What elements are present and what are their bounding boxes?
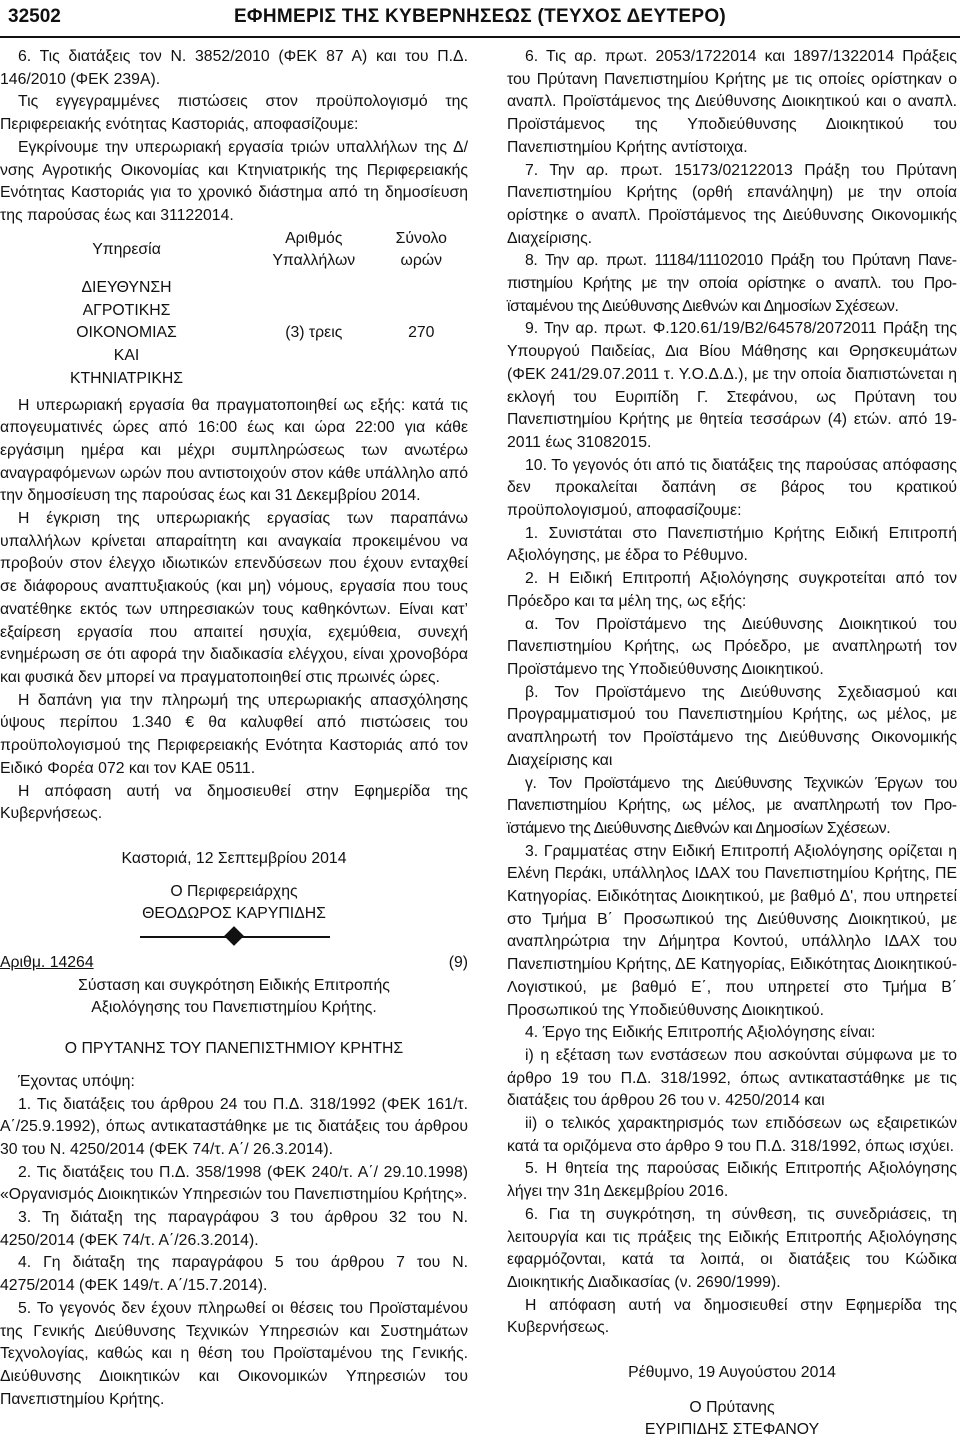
signer-name: ΘΕΟΔΩΡΟΣ ΚΑΡΥΠΙΔΗΣ [142, 905, 326, 923]
consideration-item: 3. Τη διάταξη της παραγράφου 3 του άρθρου 32 του Ν. 4250/2014 (ΦΕΚ 74/τ. Α΄/26.3.2014). [0, 1209, 468, 1249]
place-date: Καστοριά, 12 Σεπτεμβρίου 2014 [121, 849, 347, 867]
decision-subitem: i) η εξέταση των ενστάσεων που ασκούνται σύμφωνα με το άρθρο 19 του Π.Δ. 318/1992, όπως αντικαταστάθηκε με τις διατάξεις του άρθρου 26 του ν. 4250/2014 και [507, 1046, 957, 1110]
consideration-item: 6. Τις αρ. πρωτ. 2053/1722014 και 1897/1322014 Πράξεις του Πρύτανη Πανεπιστημίου Κρήτης με τις οποίες ορίστηκαν ο αναπλ. Προϊστάμενος της Διεύθυνσης Διοικητικού και ο αναπλ. Προϊστάμενος της Υποδιεύθυνσης Διοικητικού του Πανεπιστημίου Κρήτης αντίστοιχα. [507, 48, 957, 156]
cell-hours: 270 [408, 324, 435, 342]
decision-subitem: β. Τον Προϊστάμενο της Διεύθυνσης Σχεδιασμού και Προγραμματισμού του Πανεπιστημίου Κρήτης, ως μέλος, με αναπληρωτή τον Προϊστάμενο της Διεύθυνσης Οικονομικής Διαχείρισης και [507, 683, 957, 769]
paragraph: Η απόφαση αυτή να δημοσιευθεί στην Εφημερίδα της Κυβερνήσεως. [0, 782, 468, 823]
table-row [0, 277, 468, 391]
col-header-employees: Αριθμός Υπαλλήλων [272, 229, 356, 270]
signer-title: Ο Πρύτανης [689, 1398, 775, 1416]
issuing-authority: Ο ΠΡΥΤΑΝΗΣ ΤΟΥ ΠΑΝΕΠΙΣΤΗΜΙΟΥ ΚΡΗΤΗΣ [64, 1040, 404, 1058]
consideration-item: 5. Το γεγονός δεν έχουν πληρωθεί οι θέσεις του Προϊσταμένου της Γενικής Διεύθυνσης Τεχνικών Υπηρεσιών και Συστημάτων Τεχνολογίας, καθώς και η θέση του Προϊσταμένου της Γενικής. Διεύθυνσης Διοικητικών και Οικονομικών Υπηρεσιών του Πανεπιστημίου Κρήτης. [0, 1299, 468, 1408]
section-separator [0, 926, 468, 948]
decision-item: 6. Για τη συγκρότηση, τη σύνθεση, τις συνεδριάσεις, τη λειτουργία και τις πράξεις της Ειδικής Επιτροπής Αξιολόγησης εφαρμόζονται, κατά τα λοιπά, οι διατάξεις του Κώδικα Διοικητικής Διαδικασίας (ν. 2690/1999). [507, 1205, 957, 1291]
table-header-row [0, 228, 468, 277]
decision-number: Αριθμ. 14264 [0, 954, 94, 972]
considering-heading: Έχοντας υπόψη: [18, 1072, 135, 1090]
decision-subitem: α. Τον Προϊστάμενο της Διεύθυνσης Διοικητικού του Πανεπιστημίου Κρήτης, ως Πρόεδρο, με αναπληρωτή τον Προϊστάμενο της Υποδιεύθυνσης Διοικητικού. [507, 615, 957, 678]
paragraph: Η έγκριση της υπερωριακής εργασίας των παραπάνω υπαλλήλων κρίνεται απαραίτητη και αναγκαία προκειμένου να προβούν στον έλεγχο ιδιωτικών επενδύσεων που έχουν ενταχθεί σε διάφορους αναπτυξιακούς (και μη) νόμους, εργασία που τους ανατέθηκε εκτός των υπηρεσιακών τους καθηκόντων. Είναι κατ’ εξαίρεση εργασία που απαιτεί ησυχία, εχεμύθεια, συνεχή ενημέρωση σε ότι αφορά την διαδικασία ελέγχου, είναι χρονοβόρα και φυσικά δεν μπορεί να πραγματοποιηθεί στις πρωινές ώρες. [0, 510, 468, 686]
decision-sequence: (9) [448, 954, 468, 972]
consideration-item: 8. Την αρ. πρωτ. 11184/11102010 Πράξη του Πρύτανη Πανεπιστημίου Κρήτης με την οποία ορίστηκε ο αναπλ. του Προϊσταμένου της Διεύθυνσης Διεθνών και Δημοσίων Σχέσεων. [507, 252, 957, 315]
signer-title: Ο Περιφερειάρχης [170, 882, 298, 900]
right-column [507, 46, 957, 1442]
consideration-item: 1. Τις διατάξεις του άρθρου 24 του Π.Δ. 318/1992 (ΦΕΚ 161/τ. Α΄/25.9.1992), όπως αντικαταστάθηκε με τις διατάξεις του άρθρου 30 του Ν. 4250/2014 (ΦΕΚ 74/τ. Α΄/ 26.3.2014). [0, 1095, 468, 1158]
diamond-icon [224, 926, 244, 946]
decision-item: 2. Η Ειδική Επιτροπή Αξιολόγησης συγκροτείται από τον Πρόεδρο και τα μέλη της, ως εξής: [507, 570, 957, 610]
consideration-item: 9. Την αρ. πρωτ. Φ.120.61/19/Β2/64578/2072011 Πράξη της Υπουργού Παιδείας, Δια Βίου Μάθησης και Θρησκευμάτων (ΦΕΚ 241/29.07.2011 τ. Υ.Ο.Δ.Δ.), με την οποία διαπιστώνεται η εκλογή του Ευριπίδη Γ. Στεφάνου, ως Πρύτανη του Πανεπιστημίου Κρήτης με θητεία τεσσάρων (4) ετών. από 192011 έως 31082015. [507, 320, 957, 451]
publication-order: Η απόφαση αυτή να δημοσιευθεί στην Εφημερίδα της Κυβερνήσεως. [507, 1296, 957, 1337]
place-date: Ρέθυμνο, 19 Αυγούστου 2014 [628, 1364, 836, 1382]
decision-number-line [0, 952, 468, 975]
header-rule [0, 36, 960, 38]
cell-employees: (3) τρεις [285, 324, 343, 342]
consideration-item: 10. Το γεγονός ότι από τις διατάξεις της παρούσας απόφασης δεν προκαλείται δαπάνη σε βάρος του κρατικού προϋπολογισμού, αποφασίζουμε: [507, 456, 957, 520]
cell-service: ΔΙΕΥΘΥΝΣΗ ΑΓΡΟΤΙΚΗΣ ΟΙΚΟΝΟΜΙΑΣ ΚΑΙ ΚΤΗΝΙΑΤΡΙΚΗΣ [70, 279, 184, 387]
consideration-item: 7. Την αρ. πρωτ. 15173/02122013 Πράξη του Πρύτανη Πανεπιστημίου Κρήτης (ορθή επανάληψη) με την οποία ορίστηκε ο αναπλ. Προϊστάμενος της Διεύθυνσης Οικονομικής Διαχείρισης. [507, 161, 957, 247]
col-header-hours: Σύνολο ωρών [395, 229, 447, 270]
gazette-title: ΕΦΗΜΕΡΙΣ ΤΗΣ ΚΥΒΕΡΝΗΣΕΩΣ (ΤΕΥΧΟΣ ΔΕΥΤΕΡΟ) [233, 6, 727, 27]
consideration-item: 4. Γη διάταξη της παραγράφου 5 του άρθρου 7 του Ν. 4275/2014 (ΦΕΚ 149/τ. Α΄/15.7.2014). [0, 1254, 468, 1295]
overtime-table [0, 228, 468, 391]
decision-item: 5. Η θητεία της παρούσας Ειδικής Επιτροπής Αξιολόγησης λήγει την 31η Δεκεμβρίου 2016. [507, 1160, 957, 1201]
paragraph: Εγκρίνουμε την υπερωριακή εργασία τριών υπαλλήλων της Δ/νσης Αγροτικής Οικονομίας και Κτηνιατρικής της Περιφερειακής Ενότητας Καστοριάς για το χρονικό διάστημα από τη δημοσίευση της παρούσας έως και 31122014. [0, 138, 468, 224]
left-column [0, 46, 468, 1411]
decision-item: 4. Έργο της Ειδικής Επιτροπής Αξιολόγησης είναι: [525, 1024, 876, 1042]
paragraph: Η υπερωριακή εργασία θα πραγματοποιηθεί ως εξής: κατά τις απογευματινές ώρες από 16:00 έως και ώρα 22:00 για κάθε εργάσιμη ημέρα και μέχρι συμπληρώσεως των ανωτέρω αναγραφόμενων ωρών που αντιστοιχούν στον κάθε υπάλληλο από την δημοσίευση της παρούσας έως και 31 Δεκεμβρίου 2014. [0, 396, 468, 505]
decision-item: 3. Γραμματέας στην Ειδική Επιτροπή Αξιολόγησης ορίζεται η Ελένη Περάκι, υπάλληλος ΙΔΑΧ του Πανεπιστημίου Κρήτης, ΠΕ Κατηγορίας. Ειδικότητας Διοικητικού, με βαθμό Δ', που υπηρετεί στο Τμήμα Β΄ Προσωπικού της Διεύθυνσης Διοικητικού, με αναπληρώτρια την Δήμητρα Κοντού, υπάλληλο ΙΔΑΧ του Πανεπιστημίου Κρήτης, ΔΕ Κατηγορίας, Ειδικότητας ΔιοικητικούΛογιστικού, με βαθμό Ε΄, που υπηρετεί στο Τμήμα Β΄ Προσωπικού της Υποδιεύθυνσης Διοικητικού. [507, 842, 957, 1019]
decision-title: Σύσταση και συγκρότηση Ειδικής Επιτροπής Αξιολόγησης του Πανεπιστημίου Κρήτης. [78, 976, 390, 1017]
paragraph: 6. Τις διατάξεις τον Ν. 3852/2010 (ΦΕΚ 87 Α) και του Π.Δ. 146/2010 (ΦΕΚ 239Α). [0, 48, 468, 88]
signer-name: ΕΥΡΙΠΙΔΗΣ ΣΤΕΦΑΝΟΥ [644, 1421, 820, 1439]
decision-subitem: γ. Τον Προϊστάμενο της Διεύθυνσης Τεχνικών Έργων του Πανεπιστημίου Κρήτης, ως μέλος, με αναπληρωτή τον Προϊστάμενο της Διεύθυνσης Διεθνών και Δημοσίων Σχέσεων. [507, 774, 957, 837]
paragraph: Η δαπάνη για την πληρωμή της υπερωριακής απασχόλησης ύψους περίπου 1.340 € θα καλυφθεί από πιστώσεις του προϋπολογισμού της Περιφερειακής Ενότητα Καστοριάς από τον Ειδικό Φορέα 072 και τον ΚΑΕ 0511. [0, 691, 468, 777]
col-header-service: Υπηρεσία [92, 240, 161, 258]
decision-item: 1. Συνιστάται στο Πανεπιστήμιο Κρήτης Ειδική Επιτροπή Αξιολόγησης, με έδρα το Ρέθυμνο. [507, 524, 957, 565]
consideration-item: 2. Τις διατάξεις του Π.Δ. 358/1998 (ΦΕΚ 240/τ. Α΄/ 29.10.1998) «Οργανισμός Διοικητικών Υπηρεσιών του Πανεπιστημίου Κρήτης». [0, 1163, 468, 1204]
decision-subitem: ii) ο τελικός χαρακτηρισμός των επιδόσεων ως εξαιρετικών κατά τα οριζόμενα στο άρθρο 9 του Π.Δ. 318/1992, όπως ισχύει. [507, 1115, 957, 1155]
page-number: 32502 [8, 6, 61, 27]
page-header [0, 0, 960, 36]
paragraph: Τις εγγεγραμμένες πιστώσεις στον προϋπολογισμό της Περιφερειακής ενότητας Καστοριάς, αποφασίζουμε: [0, 93, 468, 134]
